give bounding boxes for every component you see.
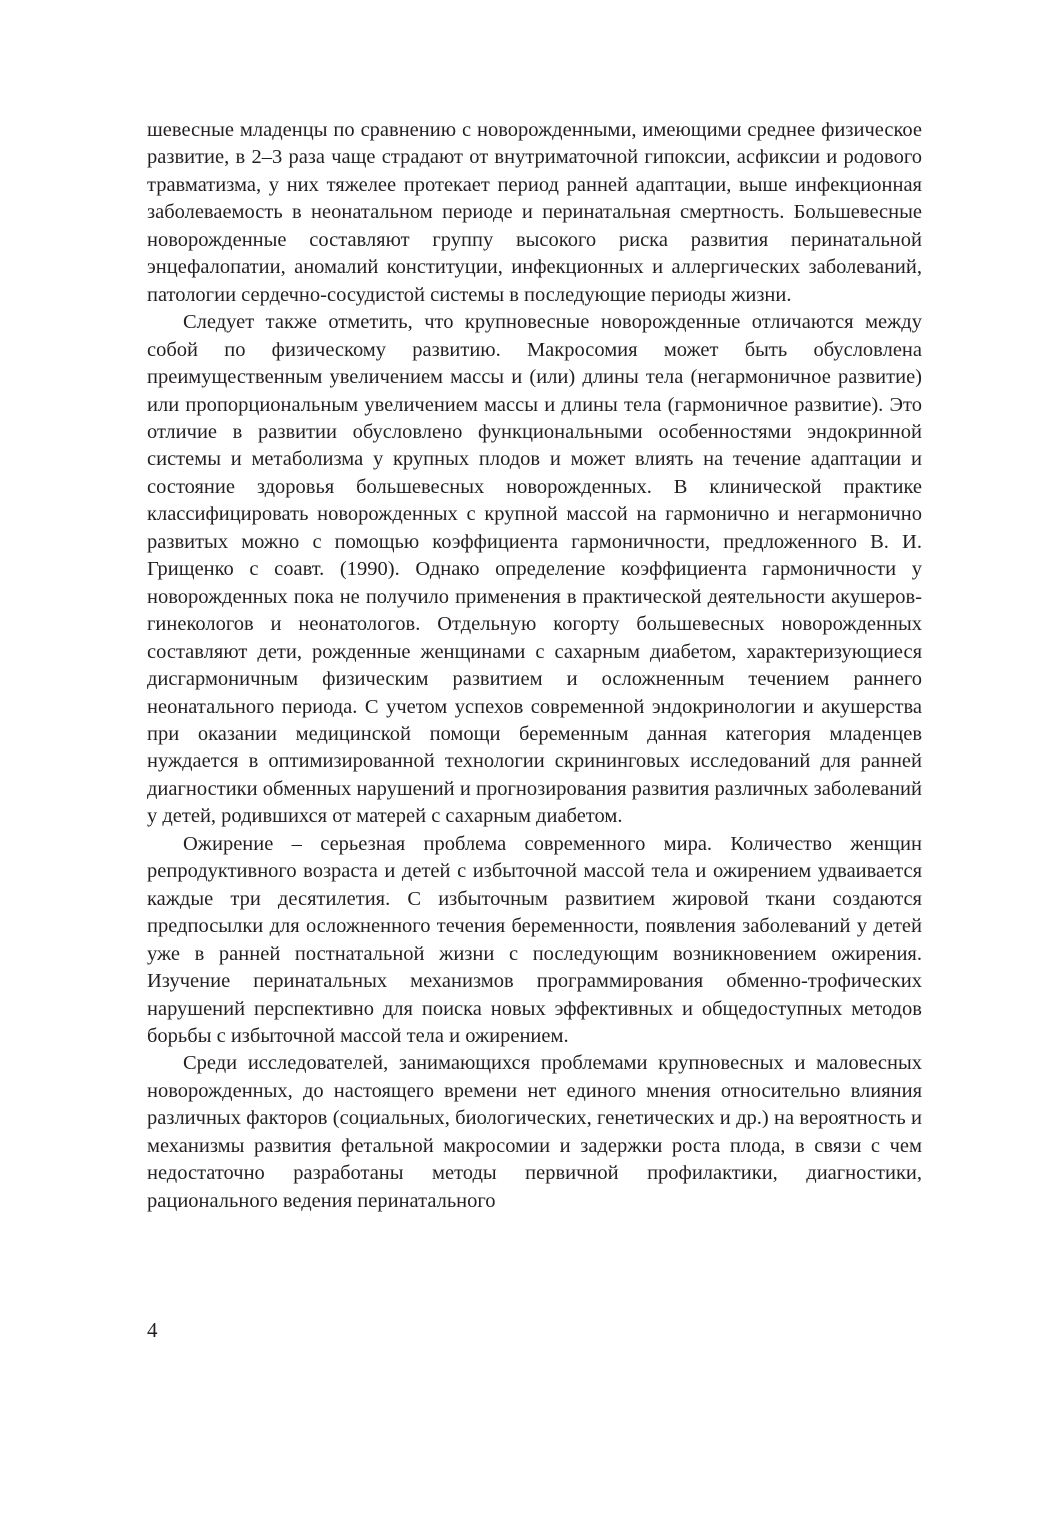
- body-text: [147, 117, 922, 1215]
- paragraph-macrosomia-harmony: Следует также отметить, что крупновесные новорожденные отличаются между собой по физическому развитию. Макросомия может быть обусловлена преимущественным увеличением массы и (или) длины тела (негармоничное развитие) или пропорциональным увеличением массы и длины тела (гармоничное развитие). Это отличие в развитии обусловлено функциональными особенностями эндокринной системы и метаболизма у крупных плодов и может влиять на течение адаптации и состояние здоровья большевесных новорожденных. В клинической практике классифицировать новорожденных с крупной массой на гармонично и негармонично развитых можно с помощью коэффициента гармоничности, предложенного В. И. Грищенко с соавт. (1990). Однако определение коэффициента гармоничности у новорожденных пока не получило применения в практической деятельности акушеров-гинекологов и неонатологов. Отдельную когорту большевесных новорожденных составляют дети, рожденные женщинами с сахарным диабетом, характеризующиеся дисгармоничным физическим развитием и осложненным течением раннего неонатального периода. С учетом успехов современной эндокринологии и акушерства при оказании медицинской помощи беременным данная категория младенцев нуждается в оптимизированной технологии скрининговых исследований для ранней диагностики обменных нарушений и прогнозирования развития различных заболеваний у детей, родившихся от матерей с сахарным диабетом.: [147, 311, 922, 828]
- page-number: 4: [147, 1318, 158, 1342]
- paragraph-researchers: Среди исследователей, занимающихся проблемами крупновесных и маловесных новорожденных, до настоящего времени нет единого мнения относительно влияния различных факторов (социальных, биологических, генетических и др.) на вероятность и механизмы развития фетальной макросомии и задержки роста плода, в связи с чем недостаточно разработаны методы первичной профилактики, диагностики, рационального ведения перинатального: [147, 1052, 922, 1212]
- paragraph-continued: шевесные младенцы по сравнению с новорожденными, имеющими среднее физическое развитие, в 2–3 раза чаще страдают от внутриматочной гипоксии, асфиксии и родового травматизма, у них тяжелее протекает период ранней адаптации, выше инфекционная заболеваемость в неонатальном периоде и перинатальная смертность. Большевесные новорожденные составляют группу высокого риска развития перинатальной энцефалопатии, аномалий конституции, инфекционных и аллергических заболеваний, патологии сердечно-сосудистой системы в последующие периоды жизни.: [147, 119, 922, 306]
- paragraph-obesity: Ожирение – серьезная проблема современного мира. Количество женщин репродуктивного возраста и детей с избыточной массой тела и ожирением удваивается каждые три десятилетия. С избыточным развитием жировой ткани создаются предпосылки для осложненного течения беременности, появления заболеваний у детей уже в ранней постнатальной жизни с последующим возникновением ожирения. Изучение перинатальных механизмов программирования обменно-трофических нарушений перспективно для поиска новых эффективных и общедоступных методов борьбы с избыточной массой тела и ожирением.: [147, 832, 922, 1047]
